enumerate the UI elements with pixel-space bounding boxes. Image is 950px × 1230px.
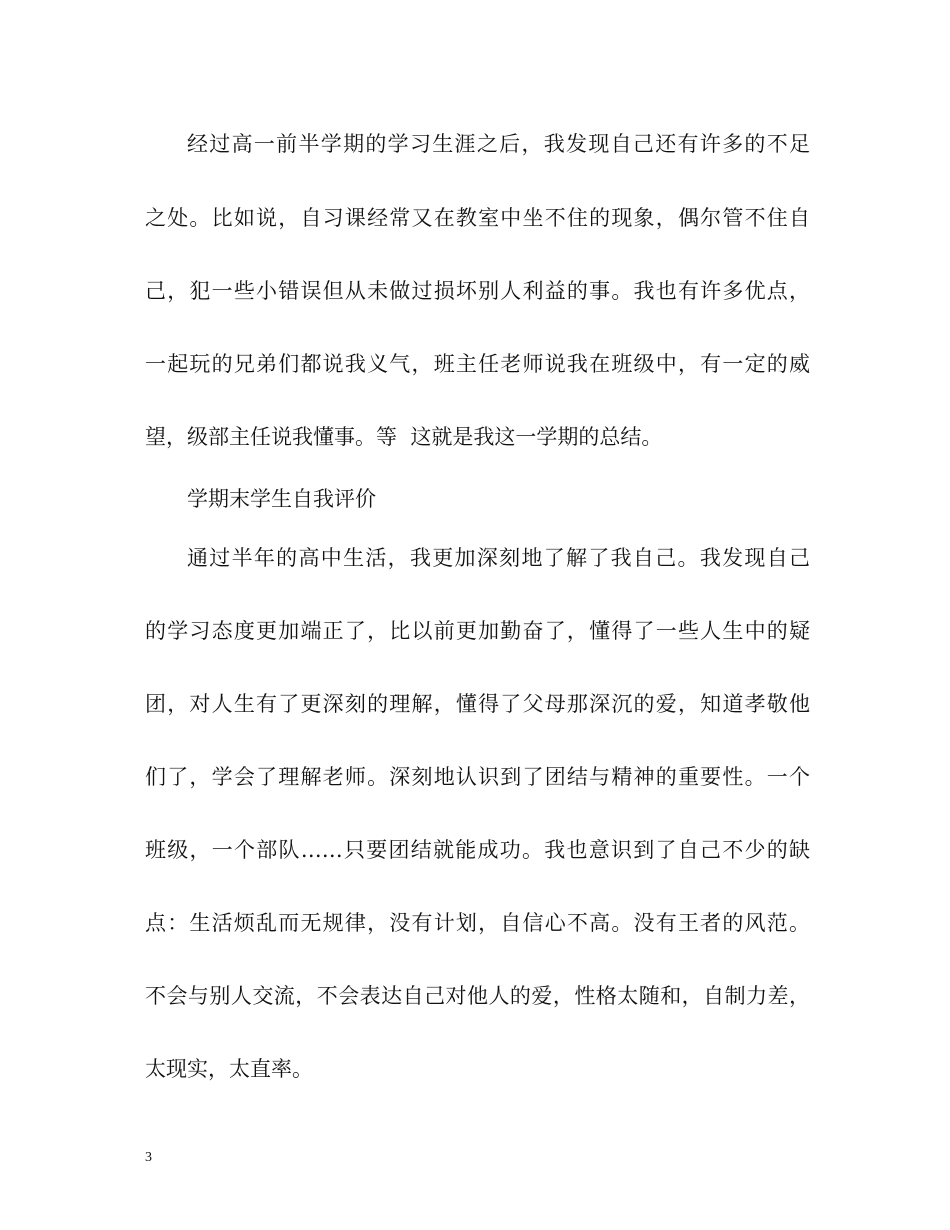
section-heading: 学期末学生自我评价 (187, 487, 376, 511)
paragraph-1-line-1: 经过高一前半学期的学习生涯之后，我发现自己还有许多的不足 (187, 132, 810, 156)
paragraph-1-line-2: 之处。比如说，自习课经常又在教室中坐不住的现象，偶尔管不住自 (145, 206, 810, 230)
paragraph-2-line-8: 太现实，太直率。 (145, 1057, 313, 1081)
paragraph-2-line-2: 的学习态度更加端正了，比以前更加勤奋了，懂得了一些人生中的疑 (145, 619, 810, 643)
paragraph-2-line-4: 们了，学会了理解老师。深刻地认识到了团结与精神的重要性。一个 (145, 765, 810, 789)
paragraph-2-line-6: 点：生活烦乱而无规律，没有计划，自信心不高。没有王者的风范。 (145, 911, 810, 935)
paragraph-2-line-3: 团，对人生有了更深刻的理解，懂得了父母那深沉的爱，知道孝敬他 (145, 692, 810, 716)
paragraph-1-line-4: 一起玩的兄弟们都说我义气，班主任老师说我在班级中，有一定的威 (145, 352, 810, 376)
page-number: 3 (145, 1150, 152, 1165)
paragraph-2-line-5: 班级，一个部队……只要团结就能成功。我也意识到了自己不少的缺 (145, 838, 810, 862)
paragraph-1-line-3: 己，犯一些小错误但从未做过损坏别人利益的事。我也有许多优点， (145, 279, 810, 303)
paragraph-1-line-5: 望，级部主任说我懂事。等 这就是我这一学期的总结。 (145, 425, 663, 449)
paragraph-2-line-1: 通过半年的高中生活，我更加深刻地了解了我自己。我发现自己 (187, 546, 810, 570)
paragraph-2-line-7: 不会与别人交流，不会表达自己对他人的爱，性格太随和，自制力差， (145, 984, 810, 1008)
